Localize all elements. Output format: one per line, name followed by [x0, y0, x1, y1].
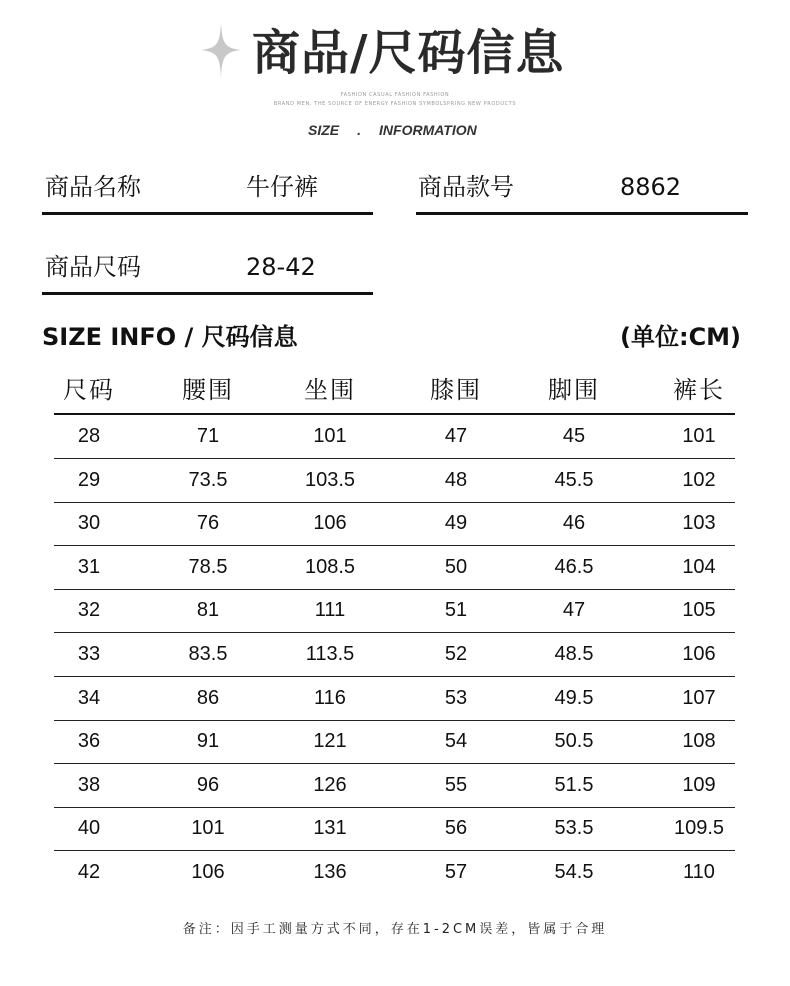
- table-cell: 109: [682, 773, 716, 796]
- table-cell: 46.5: [554, 555, 594, 578]
- table-cell: 30: [77, 512, 101, 535]
- table-cell: 54.5: [554, 861, 594, 883]
- table-cell: 121: [313, 730, 347, 753]
- table-cell: 33: [77, 643, 101, 665]
- table-cell: 109.5: [673, 817, 725, 840]
- table-cell: 116: [314, 686, 346, 709]
- table-cell: 56: [444, 817, 468, 840]
- table-cell: 106: [313, 512, 347, 535]
- table-cell: 47: [444, 425, 468, 447]
- subtitle-left: SIZE: [308, 122, 340, 138]
- table-cell: 73.5: [188, 468, 228, 491]
- table-cell: 108.5: [304, 555, 356, 578]
- table-cell: 76: [196, 512, 220, 535]
- table-cell: 40: [77, 817, 101, 840]
- table-cell: 106: [682, 643, 716, 665]
- product-size-value: 28-42: [246, 253, 316, 281]
- measurement-note: 备注：因手工测量方式不同，存在1-2CM误差，皆属于合理: [182, 922, 608, 937]
- table-cell: 108: [682, 730, 716, 753]
- page-title: 商品/尺码信息: [252, 25, 565, 81]
- table-cell: 106: [191, 861, 225, 883]
- table-cell: 78.5: [188, 555, 228, 578]
- table-cell: 29: [77, 468, 101, 491]
- table-cell: 45: [562, 425, 586, 447]
- column-header: 裤长: [673, 376, 725, 404]
- table-cell: 51: [444, 599, 468, 622]
- table-cell: 107: [682, 686, 716, 709]
- subtitle-separator: .: [357, 122, 362, 138]
- column-header: 坐围: [304, 376, 356, 404]
- table-cell: 36: [77, 730, 101, 753]
- table-row: [54, 851, 735, 894]
- table-cell: 103: [682, 512, 716, 535]
- table-cell: 102: [682, 468, 716, 491]
- table-cell: 54: [444, 730, 468, 753]
- tagline-line-1: FASHION CASUAL FASHION FASHION: [340, 92, 450, 98]
- table-cell: 91: [196, 730, 220, 753]
- column-header: 尺码: [63, 376, 115, 404]
- size-info-heading: SIZE INFO / 尺码信息: [42, 323, 298, 351]
- product-style-value: 8862: [620, 173, 682, 201]
- table-cell: 101: [313, 425, 347, 447]
- table-cell: 47: [562, 599, 586, 622]
- table-row: [54, 546, 735, 590]
- table-row: [54, 633, 735, 677]
- table-cell: 101: [682, 425, 716, 447]
- table-cell: 45.5: [554, 468, 594, 491]
- table-cell: 34: [77, 686, 101, 709]
- product-size-label: 商品尺码: [45, 253, 141, 281]
- tagline-line-2: BRAND MEN, THE SOURCE OF ENERGY FASHION SYMBOLSPRING NEW PRODUCTS: [273, 101, 517, 107]
- unit-label: (单位:CM): [620, 323, 742, 351]
- table-cell: 83.5: [188, 643, 228, 665]
- table-cell: 42: [77, 861, 101, 883]
- table-cell: 81: [196, 599, 220, 622]
- table-row: [54, 764, 735, 808]
- product-name-value: 牛仔裤: [246, 173, 318, 201]
- table-cell: 28: [77, 425, 101, 447]
- subtitle: [308, 122, 477, 138]
- table-cell: 32: [77, 599, 101, 622]
- column-header: 膝围: [430, 376, 482, 404]
- table-row: [54, 589, 735, 633]
- subtitle-right: INFORMATION: [379, 122, 477, 138]
- divider-line: [416, 212, 748, 215]
- table-cell: 51.5: [554, 773, 594, 796]
- table-cell: 101: [191, 817, 225, 840]
- table-cell: 103.5: [304, 468, 356, 491]
- table-cell: 104: [682, 555, 716, 578]
- table-row: [54, 807, 735, 851]
- column-header: 脚围: [548, 376, 600, 404]
- table-row: [54, 459, 735, 503]
- table-cell: 111: [314, 599, 346, 622]
- table-cell: 46: [562, 512, 586, 535]
- table-cell: 53.5: [554, 817, 594, 840]
- product-name-label: 商品名称: [45, 173, 141, 201]
- table-cell: 86: [196, 686, 220, 709]
- table-cell: 126: [313, 773, 347, 796]
- table-cell: 31: [77, 555, 101, 578]
- table-cell: 57: [444, 861, 468, 883]
- table-cell: 110: [683, 861, 715, 883]
- table-cell: 131: [313, 817, 347, 840]
- table-cell: 105: [682, 599, 716, 622]
- table-cell: 48: [444, 468, 468, 491]
- product-style-label: 商品款号: [418, 173, 514, 201]
- column-header: 腰围: [182, 376, 234, 404]
- table-row: [54, 677, 735, 721]
- table-cell: 49.5: [554, 686, 594, 709]
- sparkle-star-icon: [201, 22, 241, 78]
- table-cell: 50: [444, 555, 468, 578]
- table-cell: 49: [444, 512, 468, 535]
- table-cell: 96: [196, 773, 220, 796]
- table-cell: 136: [313, 861, 347, 883]
- table-cell: 113.5: [305, 643, 355, 665]
- table-cell: 48.5: [554, 643, 594, 665]
- table-cell: 52: [444, 643, 468, 665]
- table-row: [54, 720, 735, 764]
- table-cell: 53: [444, 686, 468, 709]
- table-cell: 50.5: [554, 730, 594, 753]
- table-row: [54, 415, 735, 459]
- table-row: [54, 502, 735, 546]
- table-cell: 71: [196, 425, 220, 447]
- divider-line: [42, 292, 373, 295]
- divider-line: [42, 212, 373, 215]
- table-cell: 55: [444, 773, 468, 796]
- table-cell: 38: [77, 773, 101, 796]
